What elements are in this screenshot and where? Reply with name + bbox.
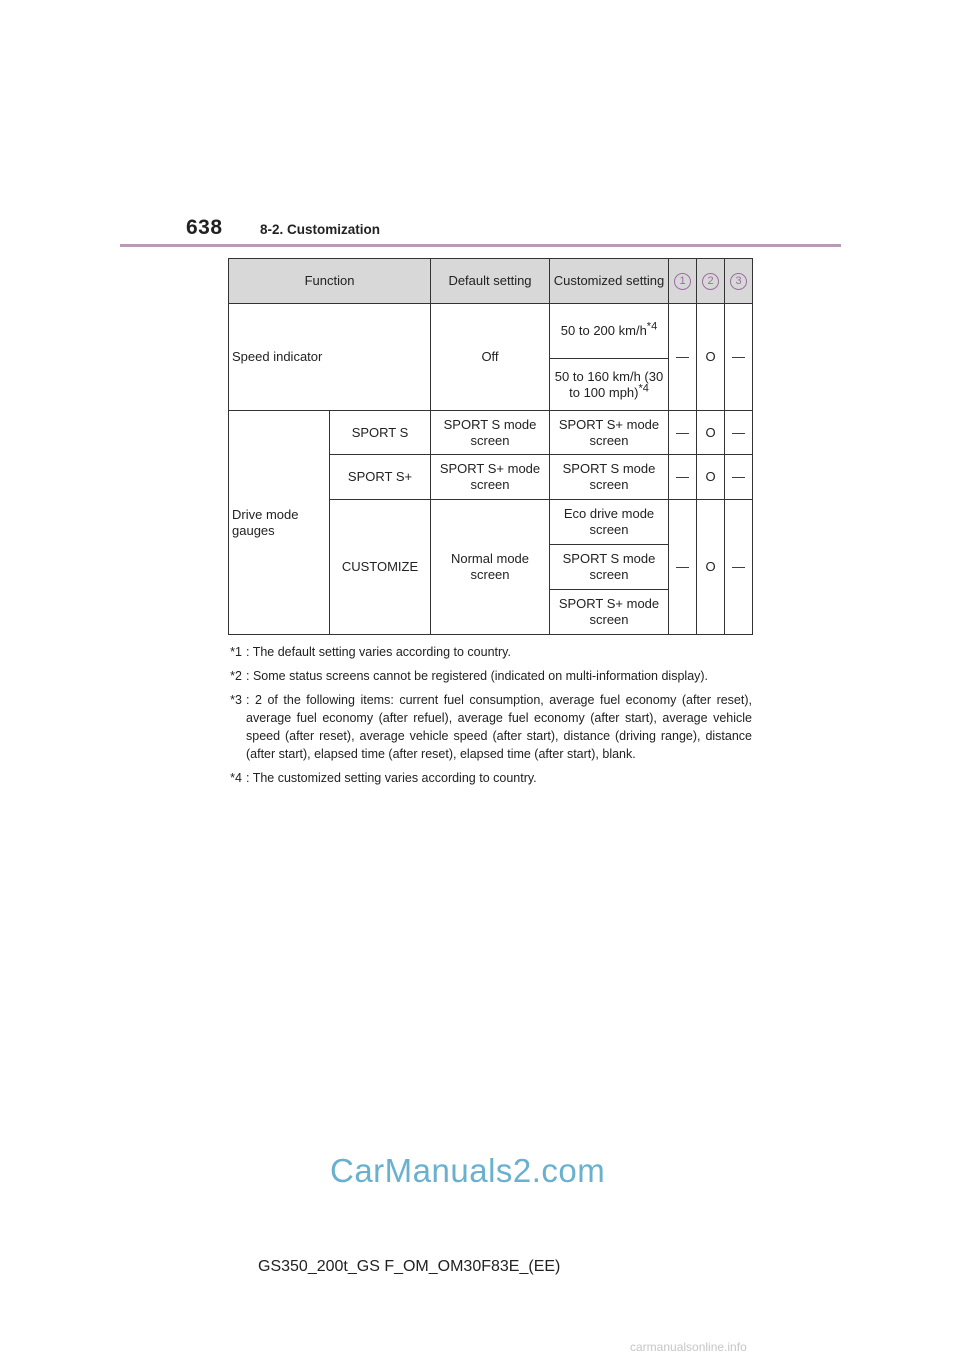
site-watermark: carmanualsonline.info (630, 1340, 747, 1354)
watermark-logo: CarManuals2.com (330, 1152, 606, 1189)
footnote-mark: *4 (230, 771, 242, 785)
drive-mode-customize: CUSTOMIZE (330, 500, 431, 635)
drive-mode-sport-s-plus-custom: SPORT S mode screen (550, 455, 669, 500)
header-function: Function (229, 259, 431, 304)
number-2-icon: 2 (702, 273, 719, 290)
footnote (200, 691, 752, 763)
speed-indicator-label: Speed indicator (229, 304, 431, 411)
footnotes (200, 643, 752, 793)
speed-indicator-col-1: — (669, 304, 697, 411)
header-col-2 (697, 259, 725, 304)
footnote-mark: *1 (230, 645, 242, 659)
header-col-1 (669, 259, 697, 304)
customize-option-sport-s: SPORT S mode screen (550, 545, 669, 590)
header-customized-setting: Customized setting (550, 259, 669, 304)
footnote-mark: *3 (230, 693, 242, 707)
drive-mode-sport-s-plus: SPORT S+ (330, 455, 431, 500)
customize-option-eco: Eco drive mode screen (550, 500, 669, 545)
speed-option-kmh-text: 50 to 200 km/h (560, 323, 647, 338)
speed-indicator-option-mph (550, 359, 669, 411)
speed-option-mph-text: 50 to 160 km/h (30 to 100 mph) (554, 368, 664, 400)
section-title: 8-2. Customization (260, 222, 381, 237)
drive-mode-sport-s-col-2: O (697, 411, 725, 455)
footnote (200, 643, 752, 661)
drive-mode-customize-col-2: O (697, 500, 725, 635)
drive-mode-sport-s-plus-col-3: — (725, 455, 753, 500)
footnote-text: : The default setting varies according to country. (246, 645, 511, 659)
footnote-ref: *4 (646, 320, 658, 333)
drive-mode-sport-s-default: SPORT S mode screen (431, 411, 550, 455)
footnote-mark: *2 (230, 669, 242, 683)
drive-mode-sport-s-custom: SPORT S+ mode screen (550, 411, 669, 455)
footnote-text: : 2 of the following items: current fuel consumption, average fuel economy (after reset), average fuel economy (after refuel), average fuel economy (after start), average vehicle speed (after reset), average vehicle speed (after start), distance (driving range), distance (after start), elapsed time (after reset), elapsed time (after start), blank. (246, 693, 752, 761)
page-number: 638 (186, 216, 223, 239)
drive-mode-sport-s-col-1: — (669, 411, 697, 455)
speed-indicator-option-kmh (550, 304, 669, 359)
drive-mode-sport-s-plus-col-2: O (697, 455, 725, 500)
speed-indicator-col-3: — (725, 304, 753, 411)
drive-mode-sport-s-col-3: — (725, 411, 753, 455)
drive-mode-gauges-label: Drive mode gauges (229, 411, 330, 635)
drive-mode-customize-default: Normal mode screen (431, 500, 550, 635)
header-col-3 (725, 259, 753, 304)
drive-mode-customize-col-3: — (725, 500, 753, 635)
table-row (229, 411, 753, 455)
footnote-text: : Some status screens cannot be registered (indicated on multi-information display). (246, 669, 709, 683)
footnote-ref: *4 (638, 382, 649, 395)
speed-indicator-col-2: O (697, 304, 725, 411)
drive-mode-sport-s: SPORT S (330, 411, 431, 455)
number-1-icon: 1 (674, 273, 691, 290)
table-header-row (229, 259, 753, 304)
drive-mode-sport-s-plus-col-1: — (669, 455, 697, 500)
customize-option-sport-s-plus: SPORT S+ mode screen (550, 590, 669, 635)
customization-table (228, 258, 753, 635)
drive-mode-customize-col-1: — (669, 500, 697, 635)
header-divider (120, 244, 841, 247)
number-3-icon: 3 (730, 273, 747, 290)
footnote-text: : The customized setting varies according to country. (246, 771, 537, 785)
drive-mode-sport-s-plus-default: SPORT S+ mode screen (431, 455, 550, 500)
header-default-setting: Default setting (431, 259, 550, 304)
footnote (200, 667, 752, 685)
table-row (229, 304, 753, 359)
speed-indicator-default: Off (431, 304, 550, 411)
document-code: GS350_200t_GS F_OM_OM30F83E_(EE) (258, 1258, 561, 1275)
footnote (200, 769, 752, 787)
